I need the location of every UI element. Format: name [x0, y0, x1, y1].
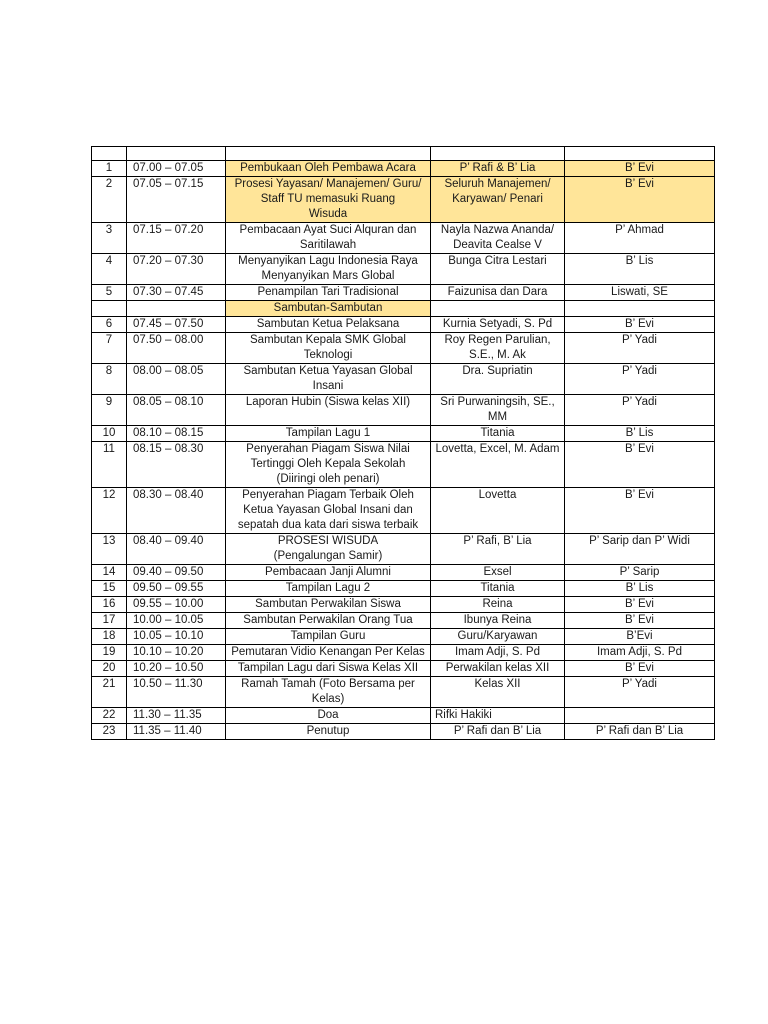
row-number: 16	[92, 597, 127, 613]
table-row	[92, 645, 715, 661]
table-row	[92, 223, 715, 254]
row-mc: P’ Sarip dan P’ Widi	[565, 534, 715, 565]
row-person-in-charge: Bunga Citra Lestari	[431, 254, 565, 285]
table-row	[92, 629, 715, 645]
table-row	[92, 597, 715, 613]
row-mc: P’ Yadi	[565, 333, 715, 364]
row-mc	[565, 301, 715, 317]
row-number: 6	[92, 317, 127, 333]
row-person-in-charge: Ibunya Reina	[431, 613, 565, 629]
row-time: 09.55 – 10.00	[127, 597, 226, 613]
row-person-in-charge: Dra. Supriatin	[431, 364, 565, 395]
row-person-in-charge: P’ Rafi & B’ Lia	[431, 161, 565, 177]
row-time: 07.20 – 07.30	[127, 254, 226, 285]
row-activity: Ramah Tamah (Foto Bersama per Kelas)	[226, 677, 431, 708]
row-mc: B’ Evi	[565, 613, 715, 629]
row-activity: Sambutan Ketua Yayasan Global Insani	[226, 364, 431, 395]
row-mc: B’ Evi	[565, 177, 715, 223]
row-mc: P’ Sarip	[565, 565, 715, 581]
row-mc: B’ Lis	[565, 254, 715, 285]
row-person-in-charge: Exsel	[431, 565, 565, 581]
table-row	[92, 534, 715, 565]
row-activity: Tampilan Lagu 2	[226, 581, 431, 597]
row-time: 07.50 – 08.00	[127, 333, 226, 364]
row-time: 11.30 – 11.35	[127, 708, 226, 724]
row-mc: P’ Rafi dan B’ Lia	[565, 724, 715, 740]
row-mc: P’ Yadi	[565, 364, 715, 395]
row-number: 3	[92, 223, 127, 254]
row-time: 10.10 – 10.20	[127, 645, 226, 661]
row-time: 10.50 – 11.30	[127, 677, 226, 708]
row-person-in-charge: Titania	[431, 426, 565, 442]
row-mc: B’ Lis	[565, 581, 715, 597]
row-number: 5	[92, 285, 127, 301]
row-person-in-charge: Seluruh Manajemen/ Karyawan/ Penari	[431, 177, 565, 223]
row-activity: Sambutan Ketua Pelaksana	[226, 317, 431, 333]
row-time: 07.15 – 07.20	[127, 223, 226, 254]
row-mc: B’ Evi	[565, 661, 715, 677]
row-number: 23	[92, 724, 127, 740]
table-row	[92, 565, 715, 581]
row-activity: Penutup	[226, 724, 431, 740]
row-time: 08.15 – 08.30	[127, 442, 226, 488]
row-person-in-charge: Nayla Nazwa Ananda/ Deavita Cealse V	[431, 223, 565, 254]
row-number: 21	[92, 677, 127, 708]
header-cell-activity	[226, 147, 431, 161]
header-cell-pic	[431, 147, 565, 161]
row-time: 07.05 – 07.15	[127, 177, 226, 223]
table-row	[92, 364, 715, 395]
row-time: 09.50 – 09.55	[127, 581, 226, 597]
row-activity: Tampilan Lagu 1	[226, 426, 431, 442]
row-activity: Pembukaan Oleh Pembawa Acara	[226, 161, 431, 177]
row-mc: P’ Yadi	[565, 395, 715, 426]
row-activity: Menyanyikan Lagu Indonesia Raya Menyanyikan Mars Global	[226, 254, 431, 285]
row-time: 07.30 – 07.45	[127, 285, 226, 301]
row-person-in-charge: Reina	[431, 597, 565, 613]
row-number: 22	[92, 708, 127, 724]
row-mc: B’ Evi	[565, 161, 715, 177]
row-time: 08.10 – 08.15	[127, 426, 226, 442]
header-cell-mc	[565, 147, 715, 161]
row-person-in-charge: Guru/Karyawan	[431, 629, 565, 645]
row-time: 08.00 – 08.05	[127, 364, 226, 395]
table-row	[92, 581, 715, 597]
table-row	[92, 708, 715, 724]
row-person-in-charge: Imam Adji, S. Pd	[431, 645, 565, 661]
row-time: 07.45 – 07.50	[127, 317, 226, 333]
row-time: 07.00 – 07.05	[127, 161, 226, 177]
row-person-in-charge: Kelas XII	[431, 677, 565, 708]
row-number: 17	[92, 613, 127, 629]
row-mc	[565, 708, 715, 724]
row-person-in-charge	[431, 301, 565, 317]
row-time: 10.05 – 10.10	[127, 629, 226, 645]
row-number: 2	[92, 177, 127, 223]
table-row	[92, 677, 715, 708]
row-time: 10.00 – 10.05	[127, 613, 226, 629]
row-person-in-charge: Lovetta, Excel, M. Adam	[431, 442, 565, 488]
row-activity: Pembacaan Ayat Suci Alquran dan Saritilawah	[226, 223, 431, 254]
row-activity: Sambutan Perwakilan Orang Tua	[226, 613, 431, 629]
row-activity: Sambutan Perwakilan Siswa	[226, 597, 431, 613]
section-header-row	[92, 301, 715, 317]
row-number: 13	[92, 534, 127, 565]
header-cell-time	[127, 147, 226, 161]
row-number: 19	[92, 645, 127, 661]
table-header-row	[92, 147, 715, 161]
row-number: 8	[92, 364, 127, 395]
row-activity: Tampilan Lagu dari Siswa Kelas XII	[226, 661, 431, 677]
table-row	[92, 254, 715, 285]
schedule-table	[91, 146, 715, 740]
row-person-in-charge: Sri Purwaningsih, SE., MM	[431, 395, 565, 426]
row-time: 08.30 – 08.40	[127, 488, 226, 534]
table-row	[92, 426, 715, 442]
row-mc: B’ Lis	[565, 426, 715, 442]
table-row	[92, 333, 715, 364]
row-number: 9	[92, 395, 127, 426]
row-time: 08.05 – 08.10	[127, 395, 226, 426]
row-person-in-charge: P’ Rafi, B’ Lia	[431, 534, 565, 565]
row-person-in-charge: Perwakilan kelas XII	[431, 661, 565, 677]
table-row	[92, 395, 715, 426]
row-number: 10	[92, 426, 127, 442]
row-activity: Doa	[226, 708, 431, 724]
table-row	[92, 177, 715, 223]
row-number: 12	[92, 488, 127, 534]
row-number: 14	[92, 565, 127, 581]
row-activity: Prosesi Yayasan/ Manajemen/ Guru/ Staff TU memasuki Ruang Wisuda	[226, 177, 431, 223]
row-activity: Penyerahan Piagam Siswa Nilai Tertinggi Oleh Kepala Sekolah (Diiringi oleh penari)	[226, 442, 431, 488]
row-time: 09.40 – 09.50	[127, 565, 226, 581]
row-time: 10.20 – 10.50	[127, 661, 226, 677]
row-number: 4	[92, 254, 127, 285]
table-row	[92, 488, 715, 534]
row-mc: P’ Ahmad	[565, 223, 715, 254]
table-row	[92, 442, 715, 488]
table-row	[92, 661, 715, 677]
row-number: 20	[92, 661, 127, 677]
row-person-in-charge: Lovetta	[431, 488, 565, 534]
row-activity: Laporan Hubin (Siswa kelas XII)	[226, 395, 431, 426]
row-activity: Tampilan Guru	[226, 629, 431, 645]
row-activity: Pembacaan Janji Alumni	[226, 565, 431, 581]
table-row	[92, 317, 715, 333]
row-person-in-charge: P’ Rafi dan B’ Lia	[431, 724, 565, 740]
row-person-in-charge: Titania	[431, 581, 565, 597]
row-time: 11.35 – 11.40	[127, 724, 226, 740]
row-activity: Pemutaran Vidio Kenangan Per Kelas	[226, 645, 431, 661]
header-cell-no	[92, 147, 127, 161]
row-activity: Sambutan-Sambutan	[226, 301, 431, 317]
row-person-in-charge: Faizunisa dan Dara	[431, 285, 565, 301]
table-row	[92, 724, 715, 740]
row-mc: Imam Adji, S. Pd	[565, 645, 715, 661]
row-person-in-charge: Rifki Hakiki	[431, 708, 565, 724]
row-activity: PROSESI WISUDA (Pengalungan Samir)	[226, 534, 431, 565]
row-number: 1	[92, 161, 127, 177]
row-mc: B’ Evi	[565, 442, 715, 488]
row-activity: Penampilan Tari Tradisional	[226, 285, 431, 301]
row-mc: B’ Evi	[565, 317, 715, 333]
row-person-in-charge: Roy Regen Parulian, S.E., M. Ak	[431, 333, 565, 364]
row-activity: Penyerahan Piagam Terbaik Oleh Ketua Yayasan Global Insani dan sepatah dua kata dari siswa terbaik	[226, 488, 431, 534]
row-number: 11	[92, 442, 127, 488]
row-number: 15	[92, 581, 127, 597]
row-time	[127, 301, 226, 317]
row-mc: B’ Evi	[565, 597, 715, 613]
row-mc: B’ Evi	[565, 488, 715, 534]
table-row	[92, 285, 715, 301]
table-row	[92, 613, 715, 629]
row-number: 18	[92, 629, 127, 645]
row-mc: B’Evi	[565, 629, 715, 645]
row-mc: Liswati, SE	[565, 285, 715, 301]
row-mc: P’ Yadi	[565, 677, 715, 708]
row-number: 7	[92, 333, 127, 364]
table-row	[92, 161, 715, 177]
row-time: 08.40 – 09.40	[127, 534, 226, 565]
row-activity: Sambutan Kepala SMK Global Teknologi	[226, 333, 431, 364]
row-person-in-charge: Kurnia Setyadi, S. Pd	[431, 317, 565, 333]
row-number	[92, 301, 127, 317]
